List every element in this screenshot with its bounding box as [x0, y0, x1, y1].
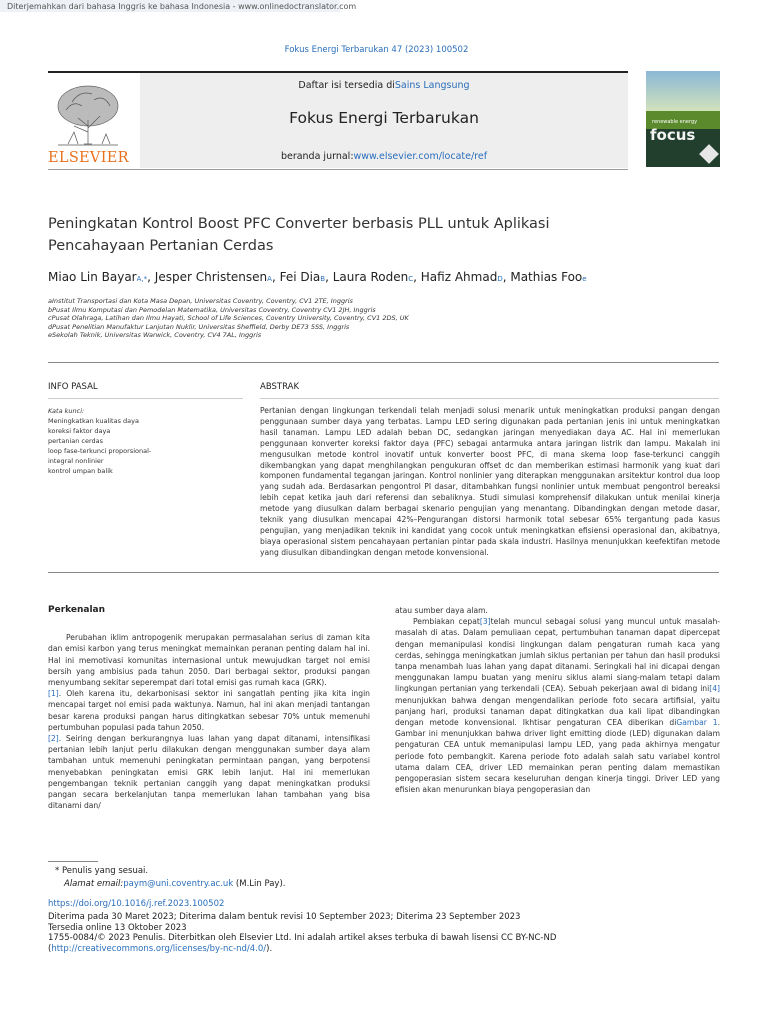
received-dates: Diterima pada 30 Maret 2023; Diterima dalam bentuk revisi 10 September 2023; Diterima 23 September 2023 [48, 912, 521, 922]
author-name[interactable]: Hafiz Ahmad [420, 270, 498, 284]
homepage-prefix: beranda jurnal: [280, 151, 354, 162]
author-list: Miao Lin BayarA,*, Jesper ChristensenA, Fei DiaB, Laura RodenC, Hafiz AhmadD, Mathias Fooe [48, 270, 587, 284]
online-date: Tersedia online 13 Oktober 2023 [48, 922, 187, 933]
available-prefix: Daftar isi tersedia di [298, 80, 395, 91]
publisher-logo-text: ELSEVIER [48, 150, 129, 166]
license-text: 1755-0084/© 2023 Penulis. Diterbitkan oleh Elsevier Ltd. Ini adalah artikel akses terbuka di bawah lisensi CC BY-NC-ND ( [48, 933, 557, 954]
body-paragraph [48, 632, 370, 811]
keywords-list [48, 416, 238, 476]
affiliation-line: bPusat Ilmu Komputasi dan Pemodelan Matematika, Universitas Coventry, Coventry CV1 2JH, Inggris [48, 305, 376, 314]
keyword: integral nonlinier [48, 457, 104, 465]
author-affiliation-mark[interactable]: C [408, 275, 414, 283]
figure-link[interactable]: Gambar 1 [676, 718, 718, 728]
paragraph-text: Pembiakan cepat [413, 617, 480, 627]
contents-available [140, 80, 628, 91]
keyword: koreksi faktor daya [48, 427, 111, 435]
author-name[interactable]: Laura Roden [332, 270, 409, 284]
footnote [55, 865, 285, 891]
citation-link[interactable]: [2] [48, 734, 59, 744]
email-owner: (M.Lin Pay). [233, 879, 286, 889]
author-name[interactable]: Fei Dia [279, 270, 321, 284]
keyword: pertanian cerdas [48, 437, 104, 445]
license-line [48, 933, 728, 954]
footnote-rule [48, 861, 98, 862]
paragraph-text: . Seiring dengan berkurangnya luas lahan yang dapat ditanami, intensifikasi pertanian lebih lanjut perlu dilakukan dengan menggunakan sumber daya alam tambahan untuk memenuhi peningkatan permintaan pangan, yang berpotensi menyebabkan peningkatan emisi GRK lebih lanjut. Hal ini memerlukan pengembangan teknik pertanian canggih yang dapat meningkatkan produksi pangan secara berkelanjutan tanpa memerlukan lahan tambahan yang bisa ditanami dan/ [48, 734, 370, 811]
body-paragraph: atau sumber daya alam. [395, 606, 488, 615]
email-label: Alamat email: [64, 879, 124, 889]
citation-link[interactable]: [4] [709, 684, 720, 694]
affiliation-line: eSekolah Teknik, Universitas Warwick, Coventry, CV4 7AL, Inggris [48, 331, 262, 339]
keyword: loop fase-terkunci proporsional- [48, 447, 152, 455]
sciencedirect-link[interactable]: Sains Langsung [394, 80, 470, 91]
affiliation-line: dPusat Penelitian Manufaktur Lanjutan Nuklir, Universitas Sheffield, Derby DE73 5SS, Inggris [48, 322, 350, 331]
author-affiliation-mark[interactable]: A,* [136, 275, 148, 283]
paragraph-text: Perubahan iklim antropogenik merupakan permasalahan serius di zaman kita dan emisi karbon yang terus meningkat memainkan peranan penting dalam hal ini. Hal ini memotivasi komunitas internasional untuk mewujudkan target nol emisi bersih yang ambisius pada tahun 2050. Dari berbagai sektor, produksi pangan menyumbang sekitar seperempat dari total emisi gas rumah kaca (GRK). [48, 633, 370, 688]
homepage-link[interactable]: www.elsevier.com/locate/ref [353, 151, 488, 162]
keywords-label: Kata kunci: [48, 407, 85, 415]
body-column-right [395, 605, 720, 795]
doi-link[interactable]: https://doi.org/10.1016/j.ref.2023.100502 [48, 899, 225, 909]
author-name[interactable]: Mathias Foo [510, 270, 583, 284]
body-paragraph [395, 616, 720, 795]
journal-reference[interactable]: Fokus Energi Terbarukan 47 (2023) 100502 [284, 45, 469, 55]
article-title: Peningkatan Kontrol Boost PFC Converter berbasis PLL untuk Aplikasi Pencahayaan Pertanian Cerdas [48, 216, 550, 254]
email-link[interactable]: paym@uni.coventry.ac.uk [123, 879, 234, 889]
affiliation-line: cPusat Olahraga, Latihan dan Ilmu Hayati, School of Life Sciences, Coventry University, Coventry, CV1 2DS, UK [48, 314, 409, 322]
email-line [55, 878, 285, 891]
corresponding-author-note: * Penulis yang sesuai. [55, 866, 149, 876]
cover-subtitle: renewable energy [652, 119, 698, 125]
abstract-text: Pertanian dengan lingkungan terkendali telah menjadi solusi menarik untuk meningkatkan produksi pangan dengan penggunaan sumber daya yang terbatas. Lampu LED sering digunakan pada pertanian jenis ini untuk meningkatkan hasil tanaman. Lampu LED adalah beban DC, sedangkan jaringan menyediakan daya AC. Hal ini memerlukan penggunaan konverter koreksi faktor daya (PFC) sebagai antarmuka antara jaringan listrik dan lampu. Makalah ini mengusulkan metode kontrol inovatif untuk konverter boost PFC, di mana skema loop fase-terkunci canggih dikembangkan yang dapat menghilangkan pengukuran offset dc dan memberikan estimasi harmonik yang kuat dari komponen fundamental tegangan jaringan. Kontrol nonlinier yang diterapkan menggunakan arsitektur kontrol dua loop yang sudah ada. Berdasarkan pengontrol PI dasar, ditambahkan fungsi nonlinier untuk membuat pengontrol bereaksi lebih cepat ketika jauh dari referensi dan sebaliknya. Studi simulasi komprehensif dilakukan untuk menilai kinerja metode yang diusulkan dalam berbagai skenario pengujian yang menantang. Dibandingkan dengan metode dasar, teknik yang diusulkan mencapai 42%–Pengurangan distorsi harmonik total sebesar 65% tergantung pada kasus pengujian, yang menjadikan teknik ini kandidat yang cocok untuk meningkatkan efisiensi operasional dan, akibatnya, biaya operasional sistem pencahayaan pertanian pintar pada skala industri. Hasilnya menunjukkan keefektifan metode yang diusulkan dibandingkan dengan metode konvensional. [260, 406, 720, 557]
author-affiliation-mark[interactable]: D [497, 275, 503, 283]
journal-homepage [140, 151, 628, 162]
paragraph-text: menunjukkan bahwa dengan mengendalikan periode foto secara artifisial, yaitu panjang hari, produksi tanaman dapat ditingkatkan dua kali lipat dibandingkan dengan metode konvensional. Ikhtisar pengaturan CEA diberikan di [395, 695, 720, 728]
abstract-divider [48, 572, 719, 573]
publication-dates [48, 912, 728, 954]
keyword: Meningkatkan kualitas daya [48, 417, 139, 425]
affiliation-line: aInstitut Transportasi dan Kota Masa Depan, Universitas Coventry, Coventry, CV1 2TE, Inggris [48, 297, 353, 305]
abstract-heading: ABSTRAK [260, 382, 300, 392]
cover-focus-word: focus [650, 126, 696, 144]
author-affiliation-mark[interactable]: e [582, 275, 587, 283]
cover-sky [646, 71, 720, 116]
article-info-heading: INFO PASAL [48, 382, 98, 392]
author-name[interactable]: Miao Lin Bayar [48, 270, 137, 284]
paragraph-text: . Gambar ini menunjukkan bahwa driver light emitting diode (LED) digunakan dalam pengaturan CEA untuk memanipulasi lampu LED, yang pada akhirnya mengatur periode foto pembangkit. Karena periode foto adalah salah satu variabel kontrol utama dalam CEA, driver LED memainkan peran penting dalam memastikan pengoperasian sistem secara keseluruhan dengan kinerja tinggi. Driver LED yang efisien akan menurunkan biaya pengoperasian dan [395, 718, 720, 795]
introduction-heading: Perkenalan [48, 605, 106, 615]
translation-banner-text: Diterjemahkan dari bahasa Inggris ke bahasa Indonesia - www.onlinedoctranslator.com [7, 1, 357, 11]
paragraph-text: . Oleh karena itu, dekarbonisasi sektor ini sangatlah penting jika kita ingin mencapai target nol emisi pada waktunya. Namun, hal ini akan menjadi tantangan besar karena produksi pangan harus ditingkatkan sebesar 70% untuk memenuhi pertumbuhan populasi pada tahun 2050. [48, 689, 370, 732]
translation-banner[interactable] [0, 0, 357, 12]
author-affiliation-mark[interactable]: B [320, 275, 326, 283]
abstract-rule [260, 398, 719, 399]
author-affiliation-mark[interactable]: A [267, 275, 272, 283]
citation-link[interactable]: [1] [48, 689, 59, 699]
masthead-top-rule [48, 71, 628, 73]
license-suffix: ). [266, 943, 273, 954]
paragraph-text: telah muncul sebagai solusi yang muncul untuk masalah-masalah di atas. Dalam pemuliaan cepat, pertumbuhan tanaman dapat dipercepat dengan memanipulasi kondisi lingkungan dalam pengaturan rumah kaca yang cerdas, sehingga meningkatkan jumlah siklus pertanian per tahun dan hasil produksi tanpa menambah luas lahan yang dapat ditanami. Seringkali hal ini dicapai dengan menggunakan lampu buatan yang meniru siklus alami siang-malam tetapi dalam lingkungan pertanian yang terkendali (CEA). Sebuah pekerjaan awal di bidang ini [395, 617, 720, 694]
affiliations [48, 297, 648, 340]
author-name[interactable]: Jesper Christensen [154, 270, 268, 284]
keyword: kontrol umpan balik [48, 467, 113, 475]
license-link[interactable]: http://creativecommons.org/licenses/by-nc-nd/4.0/ [51, 943, 267, 954]
body-column-left [48, 605, 370, 811]
citation-link[interactable]: [3] [479, 617, 491, 627]
info-rule [48, 398, 243, 399]
keywords-block [48, 406, 238, 476]
journal-title: Fokus Energi Terbarukan [289, 109, 479, 127]
journal-cover-image[interactable] [646, 71, 720, 167]
header-divider [48, 362, 719, 363]
masthead-bottom-rule [48, 169, 628, 170]
